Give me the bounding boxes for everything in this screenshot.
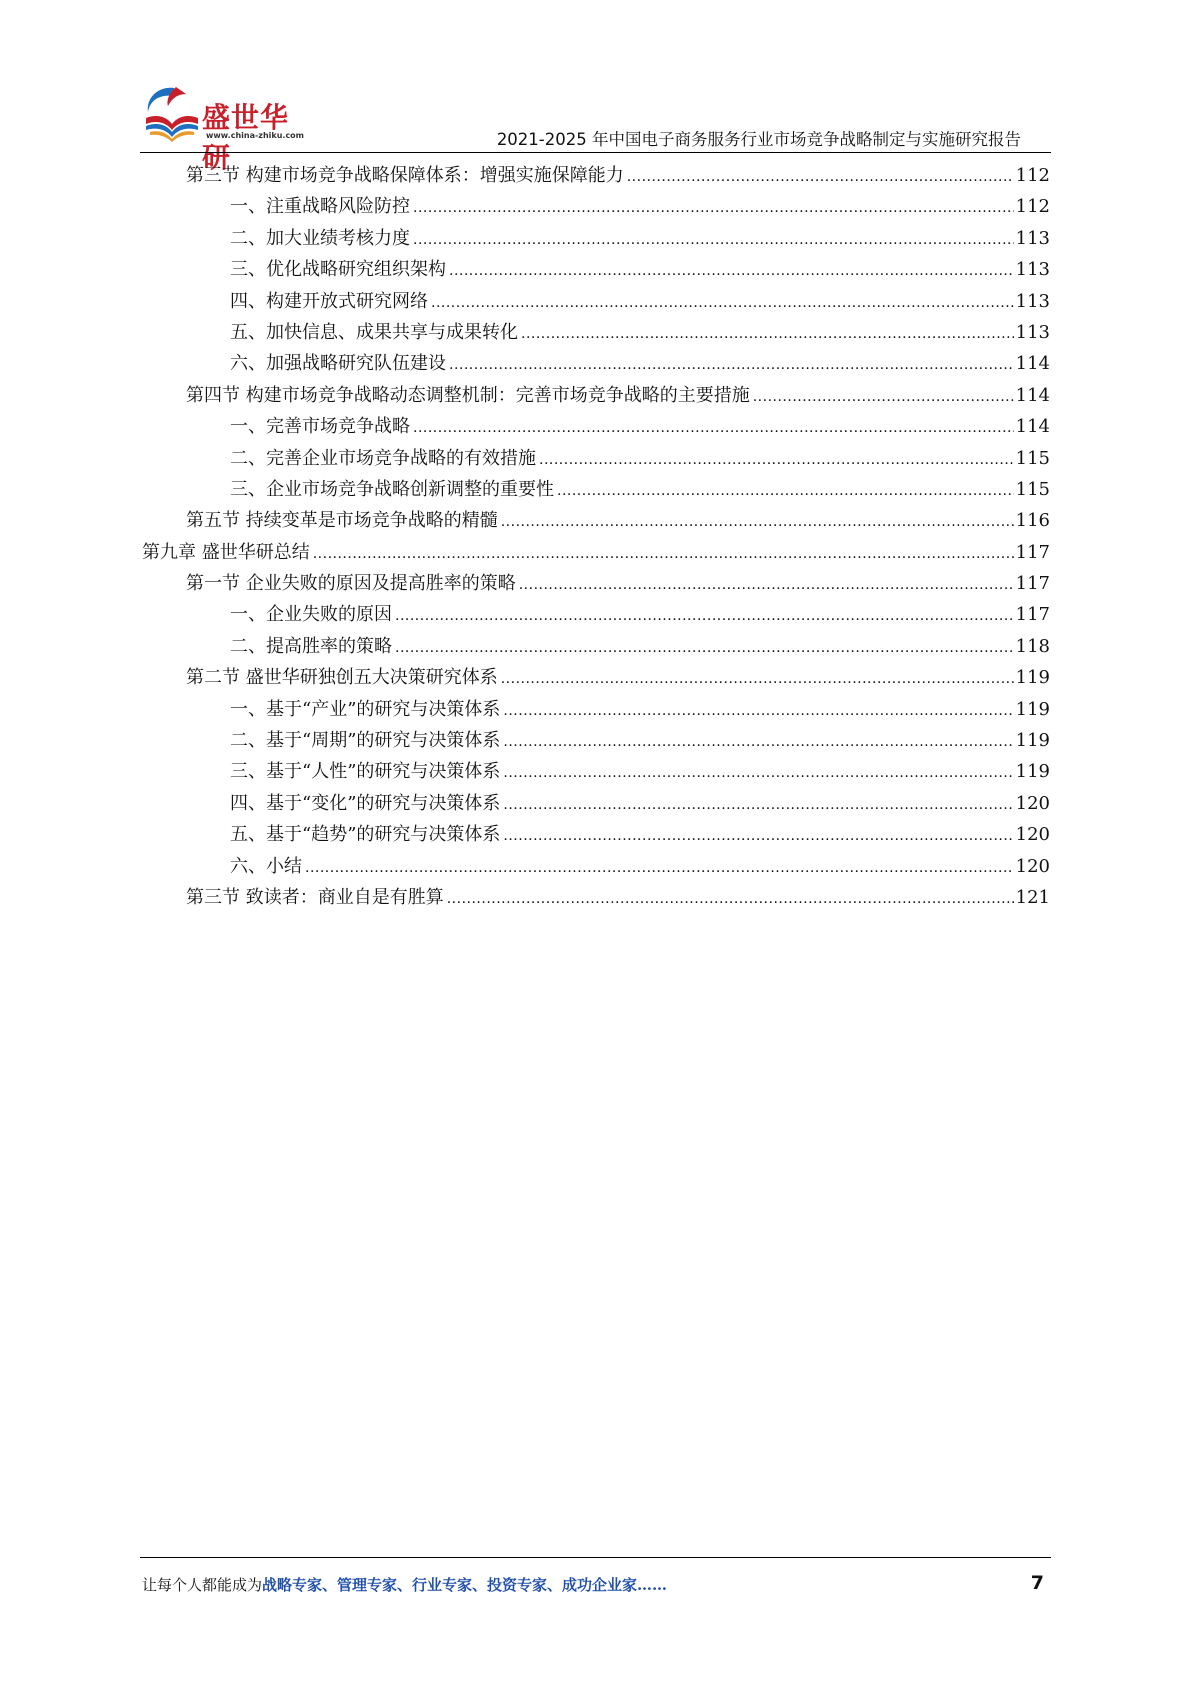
- toc-entry-label: 一、注重战略风险防控: [230, 196, 410, 218]
- toc-subsection-entry[interactable]: [142, 474, 1050, 505]
- toc-dot-leader: [413, 225, 1014, 256]
- book-logo-icon: [140, 82, 204, 146]
- slogan-highlight: 战略专家、管理专家、行业专家、投资专家、成功企业家……: [262, 1576, 668, 1594]
- toc-dot-leader: [305, 853, 1014, 884]
- toc-dot-leader: [503, 696, 1013, 727]
- logo-text: 盛世华研: [202, 101, 290, 174]
- toc-subsection-entry[interactable]: [142, 348, 1050, 379]
- toc-subsection-entry[interactable]: [142, 254, 1050, 285]
- toc-entry-label: 五、加快信息、成果共享与成果转化: [230, 321, 518, 343]
- toc-subsection-entry[interactable]: [142, 788, 1050, 819]
- toc-subsection-entry[interactable]: [142, 191, 1050, 222]
- report-title: 2021-2025 年中国电子商务服务行业市场竞争战略制定与实施研究报告: [496, 130, 1021, 149]
- toc-page-number: 113: [1015, 259, 1050, 281]
- toc-entry-label: 第五节 持续变革是市场竞争战略的精髓: [186, 510, 498, 532]
- toc-page-number: 112: [1015, 196, 1050, 218]
- toc-entry-label: 第九章 盛世华研总结: [142, 541, 310, 563]
- toc-dot-leader: [449, 350, 1014, 381]
- toc-dot-leader: [413, 193, 1014, 224]
- toc-dot-leader: [519, 570, 1014, 601]
- toc-entry-label: 六、加强战略研究队伍建设: [230, 353, 446, 375]
- toc-page-number: 119: [1015, 730, 1050, 752]
- toc-page-number: 120: [1015, 855, 1050, 877]
- toc-dot-leader: [503, 821, 1013, 852]
- toc-entry-label: 三、企业市场竞争战略创新调整的重要性: [230, 478, 554, 500]
- toc-section-entry[interactable]: [142, 380, 1050, 411]
- toc-page-number: 120: [1015, 824, 1050, 846]
- toc-entry-label: 四、基于“变化”的研究与决策体系: [230, 792, 501, 814]
- toc-page-number: 117: [1015, 604, 1050, 626]
- toc-dot-leader: [521, 319, 1014, 350]
- toc-subsection-entry[interactable]: [142, 443, 1050, 474]
- toc-page-number: 120: [1015, 792, 1050, 814]
- toc-page-number: 119: [1015, 667, 1050, 689]
- toc-entry-label: 第二节 盛世华研独创五大决策研究体系: [186, 667, 498, 689]
- toc-dot-leader: [395, 601, 1014, 632]
- toc-page-number: 116: [1015, 510, 1050, 532]
- toc-entry-label: 二、完善企业市场竞争战略的有效措施: [230, 447, 536, 469]
- company-logo: [140, 82, 310, 174]
- toc-subsection-entry[interactable]: [142, 599, 1050, 630]
- toc-section-entry[interactable]: [142, 568, 1050, 599]
- toc-subsection-entry[interactable]: [142, 317, 1050, 348]
- page-footer: [142, 1572, 1050, 1598]
- toc-subsection-entry[interactable]: [142, 819, 1050, 850]
- toc-dot-leader: [413, 413, 1014, 444]
- footer-slogan: [142, 1574, 667, 1595]
- toc-entry-label: 二、加大业绩考核力度: [230, 227, 410, 249]
- toc-subsection-entry[interactable]: [142, 851, 1050, 882]
- toc-dot-leader: [503, 790, 1013, 821]
- toc-chapter-entry[interactable]: [142, 537, 1050, 568]
- toc-page-number: 113: [1015, 227, 1050, 249]
- toc-entry-label: 三、基于“人性”的研究与决策体系: [230, 761, 501, 783]
- toc-subsection-entry[interactable]: [142, 725, 1050, 756]
- toc-entry-label: 第三节 构建市场竞争战略保障体系：增强实施保障能力: [186, 165, 624, 186]
- toc-section-entry[interactable]: [142, 662, 1050, 693]
- toc-entry-label: 第四节 构建市场竞争战略动态调整机制：完善市场竞争战略的主要措施: [186, 384, 750, 406]
- toc-entry-label: 第一节 企业失败的原因及提高胜率的策略: [186, 573, 516, 595]
- toc-page-number: 117: [1015, 541, 1050, 563]
- toc-subsection-entry[interactable]: [142, 223, 1050, 254]
- toc-dot-leader: [501, 507, 1014, 538]
- toc-entry-label: 二、基于“周期”的研究与决策体系: [230, 730, 501, 752]
- table-of-contents: [142, 160, 1050, 913]
- toc-section-entry[interactable]: [142, 882, 1050, 913]
- toc-dot-leader: [627, 162, 1014, 193]
- toc-page-number: 115: [1015, 478, 1050, 500]
- logo-url: www.china-zhiku.com: [206, 131, 305, 140]
- toc-dot-leader: [431, 288, 1014, 319]
- toc-section-entry[interactable]: [142, 160, 1050, 191]
- toc-page-number: 119: [1015, 698, 1050, 720]
- toc-page-number: 119: [1015, 761, 1050, 783]
- toc-entry-label: 二、提高胜率的策略: [230, 635, 392, 657]
- toc-dot-leader: [539, 445, 1014, 476]
- toc-page-number: 121: [1015, 886, 1050, 908]
- footer-divider: [140, 1557, 1051, 1558]
- toc-entry-label: 五、基于“趋势”的研究与决策体系: [230, 824, 501, 846]
- toc-dot-leader: [449, 256, 1014, 287]
- toc-dot-leader: [313, 539, 1014, 570]
- toc-dot-leader: [501, 664, 1014, 695]
- toc-page-number: 112: [1015, 165, 1050, 186]
- toc-subsection-entry[interactable]: [142, 411, 1050, 442]
- slogan-prefix: 让每个人都能成为: [142, 1576, 263, 1594]
- toc-subsection-entry[interactable]: [142, 631, 1050, 662]
- toc-subsection-entry[interactable]: [142, 756, 1050, 787]
- toc-dot-leader: [753, 382, 1014, 413]
- toc-page-number: 114: [1015, 416, 1050, 438]
- toc-dot-leader: [395, 633, 1014, 664]
- toc-dot-leader: [557, 476, 1014, 507]
- toc-entry-label: 四、构建开放式研究网络: [230, 290, 428, 312]
- toc-page-number: 114: [1015, 384, 1050, 406]
- toc-dot-leader: [503, 727, 1013, 758]
- toc-entry-label: 一、完善市场竞争战略: [230, 416, 410, 438]
- page-header: [0, 0, 1191, 174]
- toc-page-number: 113: [1015, 290, 1050, 312]
- toc-entry-label: 一、基于“产业”的研究与决策体系: [230, 698, 501, 720]
- toc-subsection-entry[interactable]: [142, 286, 1050, 317]
- toc-section-entry[interactable]: [142, 505, 1050, 536]
- toc-page-number: 113: [1015, 321, 1050, 343]
- toc-entry-label: 第三节 致读者：商业自是有胜算: [186, 886, 444, 908]
- toc-entry-label: 一、企业失败的原因: [230, 604, 392, 626]
- toc-subsection-entry[interactable]: [142, 694, 1050, 725]
- toc-page-number: 115: [1015, 447, 1050, 469]
- toc-entry-label: 三、优化战略研究组织架构: [230, 259, 446, 281]
- toc-page-number: 114: [1015, 353, 1050, 375]
- toc-page-number: 118: [1015, 635, 1050, 657]
- header-divider: [140, 152, 1051, 153]
- toc-dot-leader: [447, 884, 1014, 915]
- toc-entry-label: 六、小结: [230, 855, 302, 877]
- toc-dot-leader: [503, 758, 1013, 789]
- toc-page-number: 117: [1015, 573, 1050, 595]
- page-number: 7: [1030, 1572, 1044, 1594]
